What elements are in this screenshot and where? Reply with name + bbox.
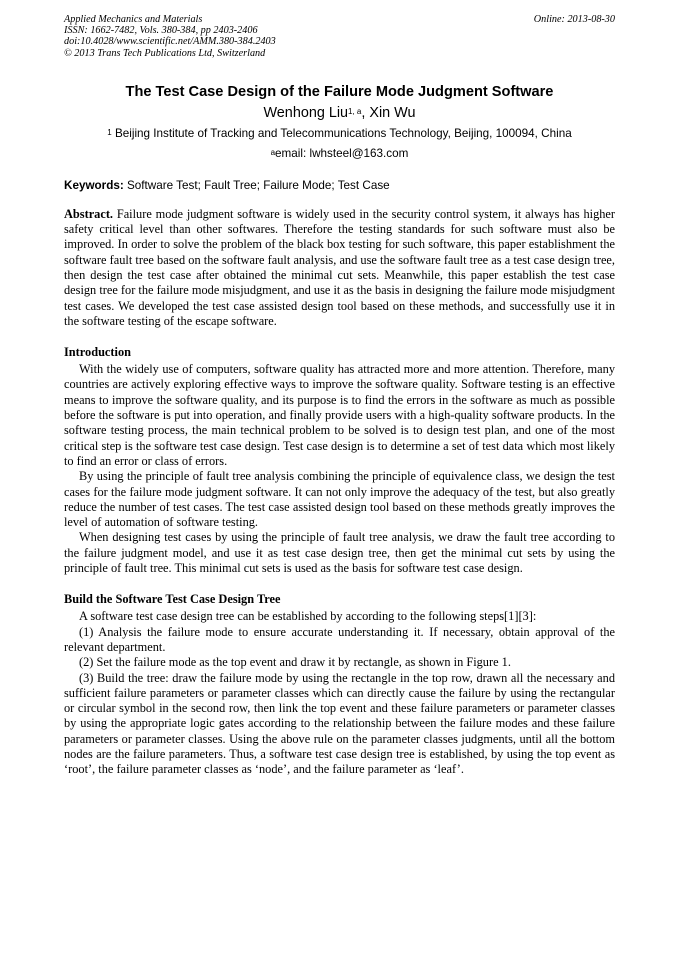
email-marker: a [270,147,276,157]
keywords-label: Keywords: [64,178,124,192]
journal-header [64,14,615,59]
affiliation-marker: 1 [107,127,112,137]
author-1: Wenhong Liu [263,104,349,121]
abstract-label: Abstract. [64,206,114,221]
section-heading-introduction: Introduction [64,345,131,360]
affiliation [64,127,615,141]
paragraph: (3) Build the tree: draw the failure mode by using the rectangle in the top row, drawn all the necessary and sufficient failure parameters or parameter classes which can directly cause the failure by using the rectangular or circular symbol in the second row, then link the top event and these failure parameters or parameter classes by using the appropriate logic gates according to the relationship between the failure modes and these failure parameters or parameter classes. Using the above rule on the parameter classes judgments, until all the bottom nodes are the failure parameters. Thus, a software test case design tree is established, by using the top event as ‘root’, the failure parameter classes as ‘node’, and the failure parameter as ‘leaf’. [64,670,615,777]
paper-page [64,14,615,778]
author-1-affiliation-marker: 1, a [348,106,362,116]
section-build-tree [64,609,615,777]
paragraph: (2) Set the failure mode as the top event and draw it by rectangle, as shown in Figure 1. [79,655,511,670]
section-heading-build-tree: Build the Software Test Case Design Tree [64,592,281,607]
keywords [64,179,615,193]
email-text: email: lwhsteel@163.com [275,146,409,160]
author-line [64,104,615,122]
author-separator: , [361,104,370,121]
paragraph: (1) Analysis the failure mode to ensure accurate understanding it. If necessary, obtain approval of the relevant department. [64,624,615,654]
copyright-line: © 2013 Trans Tech Publications Ltd, Switzerland [64,47,266,59]
keywords-text: Software Test; Fault Tree; Failure Mode; Test Case [123,178,390,192]
email-line [64,147,615,161]
doi-line: doi:10.4028/www.scientific.net/AMM.380-384.2403 [64,36,276,48]
section-introduction [64,362,615,576]
paragraph: With the widely use of computers, software quality has attracted more and more attention. Therefore, many countries are actively exploring effective ways to improve the software quality. Software testing is an effective means to improve the software quality, and its purpose is to find the errors in the software as much as possible before the software is put into operation, and finally provide users with a high-quality software products. In the software testing process, the main technical problem to be solved is to design test plan, and one of the most critical step is the software test case design. Test case design is to determine a set of test data which most likely to find an error or class of errors. [64,362,615,468]
affiliation-text: Beijing Institute of Tracking and Telecommunications Technology, Beijing, 100094, China [111,126,572,140]
journal-name: Applied Mechanics and Materials [64,14,203,25]
paragraph: When designing test cases by using the principle of fault tree analysis, we draw the fault tree according to the failure judgment model, and use it as test case design tree, then get the minimal cut sets by using the principle of fault tree. This minimal cut sets is used as the basis for software test case design. [64,530,615,576]
paragraph: By using the principle of fault tree analysis combining the principle of equivalence class, we design the test cases for the failure mode judgment software. It can not only improve the adequacy of the test, but also greatly reduce the number of test cases. The test case assisted design tool based on these methods greatly improves the level of automation of software testing. [64,469,615,530]
online-date: Online: 2013-08-30 [533,14,615,25]
paragraph: A software test case design tree can be established by according to the following steps[1][3]: [79,609,537,624]
paper-title: The Test Case Design of the Failure Mode Judgment Software [125,83,554,100]
issn-line: ISSN: 1662-7482, Vols. 380-384, pp 2403-2406 [64,25,258,37]
abstract-text: Failure mode judgment software is widely used in the security control system, it always has higher safety critical level than other softwares. Therefore the testing standards for such software must also be improved. In order to solve the problem of the black box testing for such software, this paper establishment the software fault tree based on the software fault analysis, and use the software fault tree as a test case design tree, then design the test case after obtained the minimal cut sets. Meanwhile, this paper establish the test case design tree for the failure mode misjudgment, and use it as the basis in designing the failure mode misjudgment test cases. We developed the test case assisted design tool based on these methods, and successfully use it in the software testing of the escape software. [64,206,615,328]
author-2: Xin Wu [369,104,416,121]
abstract [64,207,615,329]
